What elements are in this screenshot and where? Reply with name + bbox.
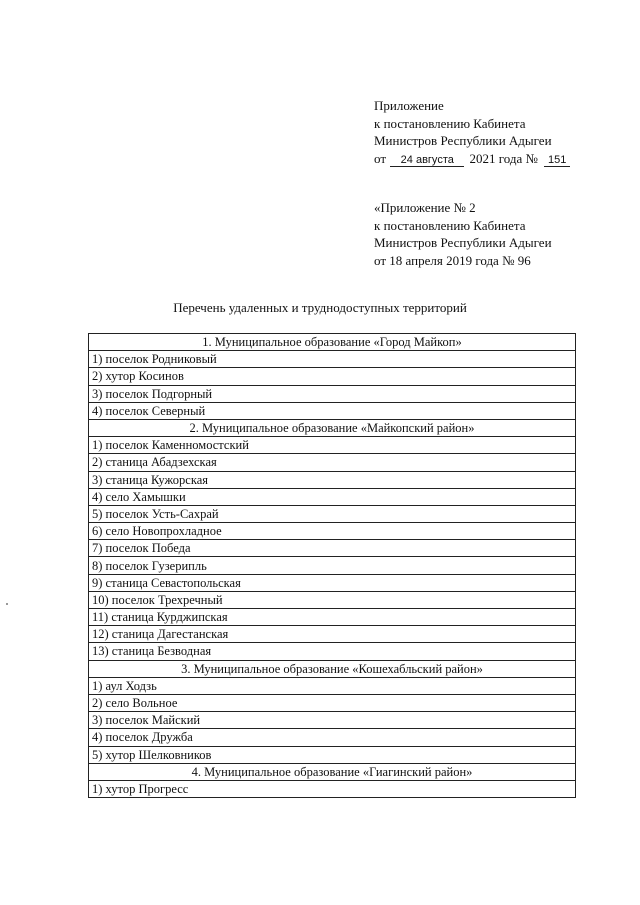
appendix-2-header <box>374 199 576 269</box>
word: к <box>374 217 381 233</box>
table-row <box>89 385 576 402</box>
table-row <box>89 454 576 471</box>
section-header-row <box>89 419 576 436</box>
table-row <box>89 712 576 729</box>
territory-cell: 13) станица Безводная <box>89 643 576 660</box>
territories-table-body <box>89 334 576 798</box>
date-suffix: 2021 года № <box>469 150 538 166</box>
word: Адыгеи <box>508 235 552 250</box>
section-header-row <box>89 763 576 780</box>
territory-cell: 8) поселок Гузерипль <box>89 557 576 574</box>
territory-cell: 2) село Вольное <box>89 694 576 711</box>
territory-cell: 4) поселок Дружба <box>89 729 576 746</box>
table-row <box>89 437 576 454</box>
word: от <box>374 252 387 268</box>
territory-cell: 1) поселок Родниковый <box>89 351 576 368</box>
table-row <box>89 591 576 608</box>
table-row <box>89 677 576 694</box>
territory-cell: 5) хутор Шелковников <box>89 746 576 763</box>
territory-cell: 3) поселок Майский <box>89 712 576 729</box>
territory-cell: 5) поселок Усть-Сахрай <box>89 505 576 522</box>
word: постановлению <box>383 115 471 131</box>
table-row <box>89 746 576 763</box>
appendix-line-2 <box>374 115 576 133</box>
territory-cell: 1) аул Ходзь <box>89 677 576 694</box>
territories-table <box>88 333 576 798</box>
word: Адыгеи <box>508 133 552 148</box>
appendix-2-line-3 <box>374 234 576 252</box>
word: № <box>502 252 515 268</box>
section-header: 1. Муниципальное образование «Город Майкоп» <box>89 334 576 351</box>
appendix-2-line-2 <box>374 217 576 235</box>
territory-cell: 4) село Хамышки <box>89 488 576 505</box>
table-row <box>89 488 576 505</box>
table-row <box>89 523 576 540</box>
table-row <box>89 505 576 522</box>
list-title: Перечень удаленных и труднодоступных территорий <box>173 300 467 315</box>
territory-cell: 2) станица Абадзехская <box>89 454 576 471</box>
word: Республики <box>440 133 506 148</box>
table-row <box>89 351 576 368</box>
territory-cell: 1) хутор Прогресс <box>89 780 576 797</box>
table-row <box>89 402 576 419</box>
territory-cell: 3) станица Кужорская <box>89 471 576 488</box>
appendix-2-title: «Приложение № 2 <box>374 200 476 215</box>
territory-cell: 10) поселок Трехречный <box>89 591 576 608</box>
word: к <box>374 115 381 131</box>
table-row <box>89 368 576 385</box>
table-row <box>89 626 576 643</box>
section-header-row <box>89 334 576 351</box>
table-row <box>89 557 576 574</box>
territory-cell: 11) станица Курджипская <box>89 609 576 626</box>
word: 96 <box>517 252 531 268</box>
table-row <box>89 540 576 557</box>
appendix-date-line <box>374 150 576 168</box>
scan-speck <box>6 603 8 605</box>
table-row <box>89 643 576 660</box>
territory-cell: 9) станица Севастопольская <box>89 574 576 591</box>
section-header: 4. Муниципальное образование «Гиагинский район» <box>89 763 576 780</box>
table-row <box>89 729 576 746</box>
word: года <box>475 252 499 268</box>
appendix-line-3 <box>374 132 576 150</box>
appendix-title: Приложение <box>374 98 444 113</box>
number-value-field: 151 <box>544 154 570 167</box>
appendix-header <box>374 97 576 167</box>
word: 2019 <box>446 252 473 268</box>
appendix-2-date-line <box>374 252 576 270</box>
territory-cell: 1) поселок Каменномостский <box>89 437 576 454</box>
table-row <box>89 574 576 591</box>
word: Министров <box>374 133 438 148</box>
territory-cell: 3) поселок Подгорный <box>89 385 576 402</box>
table-row <box>89 694 576 711</box>
section-header: 2. Муниципальное образование «Майкопский район» <box>89 419 576 436</box>
territory-cell: 6) село Новопрохладное <box>89 523 576 540</box>
section-header-row <box>89 660 576 677</box>
section-header: 3. Муниципальное образование «Кошехабльский район» <box>89 660 576 677</box>
word: постановлению <box>383 217 471 233</box>
word: Кабинета <box>473 115 526 131</box>
word: 18 <box>389 252 403 268</box>
word: Министров <box>374 235 438 250</box>
territory-cell: 4) поселок Северный <box>89 402 576 419</box>
territory-cell: 7) поселок Победа <box>89 540 576 557</box>
word: Кабинета <box>473 217 526 233</box>
territory-cell: 12) станица Дагестанская <box>89 626 576 643</box>
table-row <box>89 609 576 626</box>
table-row <box>89 471 576 488</box>
word: апреля <box>405 252 443 268</box>
table-row <box>89 780 576 797</box>
date-value-field: 24 августа <box>390 154 464 167</box>
date-prefix: от <box>374 150 387 166</box>
word: Республики <box>440 235 506 250</box>
territory-cell: 2) хутор Косинов <box>89 368 576 385</box>
